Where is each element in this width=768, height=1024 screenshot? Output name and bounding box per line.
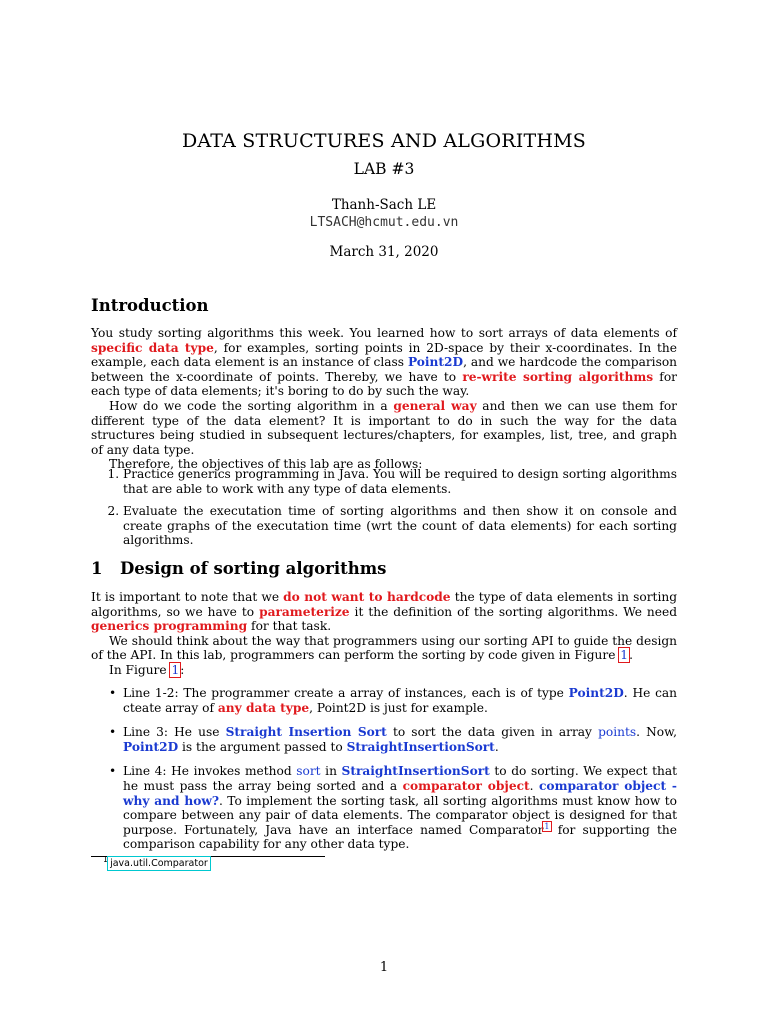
code-term: Point2D [407,355,464,370]
text-run: Line 3: He use [123,725,226,740]
text-run: the type of data elements in sorting algorithms, so we have to [91,590,677,619]
list-item [123,725,677,754]
code-term: StraightInsertionSort [341,764,490,779]
document-title: DATA STRUCTURES AND ALGORITHMS [181,130,586,152]
code-term: comparator object - why and how? [123,778,677,808]
text-run: . Now, [636,725,677,740]
text-run: for each type of data elements; it's boring to do by such the way. [91,369,677,399]
text-run: , and we hardcode the comparison between the x-coordinate of points. Thereby, we have to [91,355,678,384]
text-run: in [320,764,342,779]
text-run: . [629,648,633,663]
section-1-paragraph-1 [91,590,677,634]
emphasis-text: re-write sorting algorithms [462,369,654,384]
code-term: sort [296,764,321,779]
intro-paragraph-1 [91,326,677,399]
objectives-list [91,467,677,556]
section-1-body [91,590,677,678]
text-run: for that task. [247,619,332,634]
document-subtitle: LAB #3 [353,160,415,178]
section-1-heading [91,559,677,578]
text-run: : [180,662,185,677]
code-term: Point2D [568,686,624,700]
section-1-paragraph-3 [91,663,677,678]
text-run: , for examples, sorting points in 2D-space by their x-coordinates. In the example, each data element is an instance of class [91,340,677,370]
text-run: You study sorting algorithms this week. You learned how to sort arrays of data elements of [91,326,677,340]
figure-lines-list [91,686,677,862]
page-number: 1 [379,960,389,975]
text-run: How do we code the sorting algorithm in a [109,398,394,413]
section-number: 1 [91,559,103,578]
text-run: , Point2D is just for example. [309,700,488,715]
text-run: In Figure [109,662,171,677]
intro-body [91,326,677,472]
text-run: We should think about the way that programmers using our sorting API to guide the design of the API. In this lab, programmers can perform the sorting by code given in Figure [91,633,677,663]
text-run: Line 1-2: The programmer create a array of instances, each is of type [123,686,569,700]
footnote-link[interactable]: java.util.Comparator [110,858,208,869]
text-run: to sort the data given in array [386,725,599,740]
author-name: Thanh-Sach LE [331,197,437,213]
objective-item: 2. Evaluate the executation time of sorting algorithms and then show it on console and create graphs of the executation time (wrt the count of data elements) for each sorting algorithms. [123,504,677,548]
intro-paragraph-3: Therefore, the objectives of this lab are as follows: [109,457,423,472]
author-email: LTSACH@hcmut.edu.vn [309,215,459,230]
text-run: It is important to note that we [91,590,284,604]
text-run: and then we can use them for different type of the data element? It is important to do in such the way for the data structures being studied in subsequent lectures/chapters, for examples, list, tree, and graph of any data type. [91,398,677,457]
emphasis-text: generics programming [91,619,248,634]
code-term: Point2D [123,739,179,754]
text-run: . He can cteate array of [123,686,678,715]
emphasis-text: general way [393,398,477,413]
text-run: is the argument passed to [178,739,347,754]
emphasis-text: parameterize [259,604,350,619]
code-term: Straight Insertion Sort [225,725,387,740]
text-run: for supporting the comparison capability for any other data type. [123,822,677,852]
code-term: StraightInsertionSort [346,739,495,754]
emphasis-text: do not want to hardcode [283,590,451,604]
section-title: Design of sorting algorithms [120,559,387,578]
document-date: March 31, 2020 [329,244,439,260]
emphasis-text: specific data type [91,340,214,355]
list-item [123,764,677,852]
text-run: it the definition of the sorting algorithms. We need [349,604,677,619]
emphasis-text: comparator object [402,778,530,793]
text-run: to do sorting. We expect that he must pass the array being sorted and a [123,764,677,793]
text-run: . [529,778,540,793]
intro-heading: Introduction [91,296,209,315]
objective-item: 1. Practice generics programming in Java. You will be required to design sorting algorithms that are able to work with any type of data elements. [123,467,677,496]
footnote-ref-link[interactable]: 1 [544,821,550,831]
list-item [123,686,677,715]
figure-ref-link[interactable]: 1 [171,662,180,677]
emphasis-text: any data type [217,700,310,715]
figure-ref-link[interactable]: 1 [620,648,629,663]
footnote [103,854,210,869]
text-run: . [494,739,499,754]
code-term: points [598,725,637,740]
section-1-paragraph-2 [91,634,677,663]
text-run: . To implement the sorting task, all sorting algorithms must know how to compare between any pair of data elements. The comparator object is designed for that purpose. Fortunately, Java have an interface named Comparator [123,793,677,837]
footnote-mark: 1 [103,854,109,864]
text-run: Line 4: He invokes method [123,764,297,779]
intro-paragraph-2 [91,399,677,457]
